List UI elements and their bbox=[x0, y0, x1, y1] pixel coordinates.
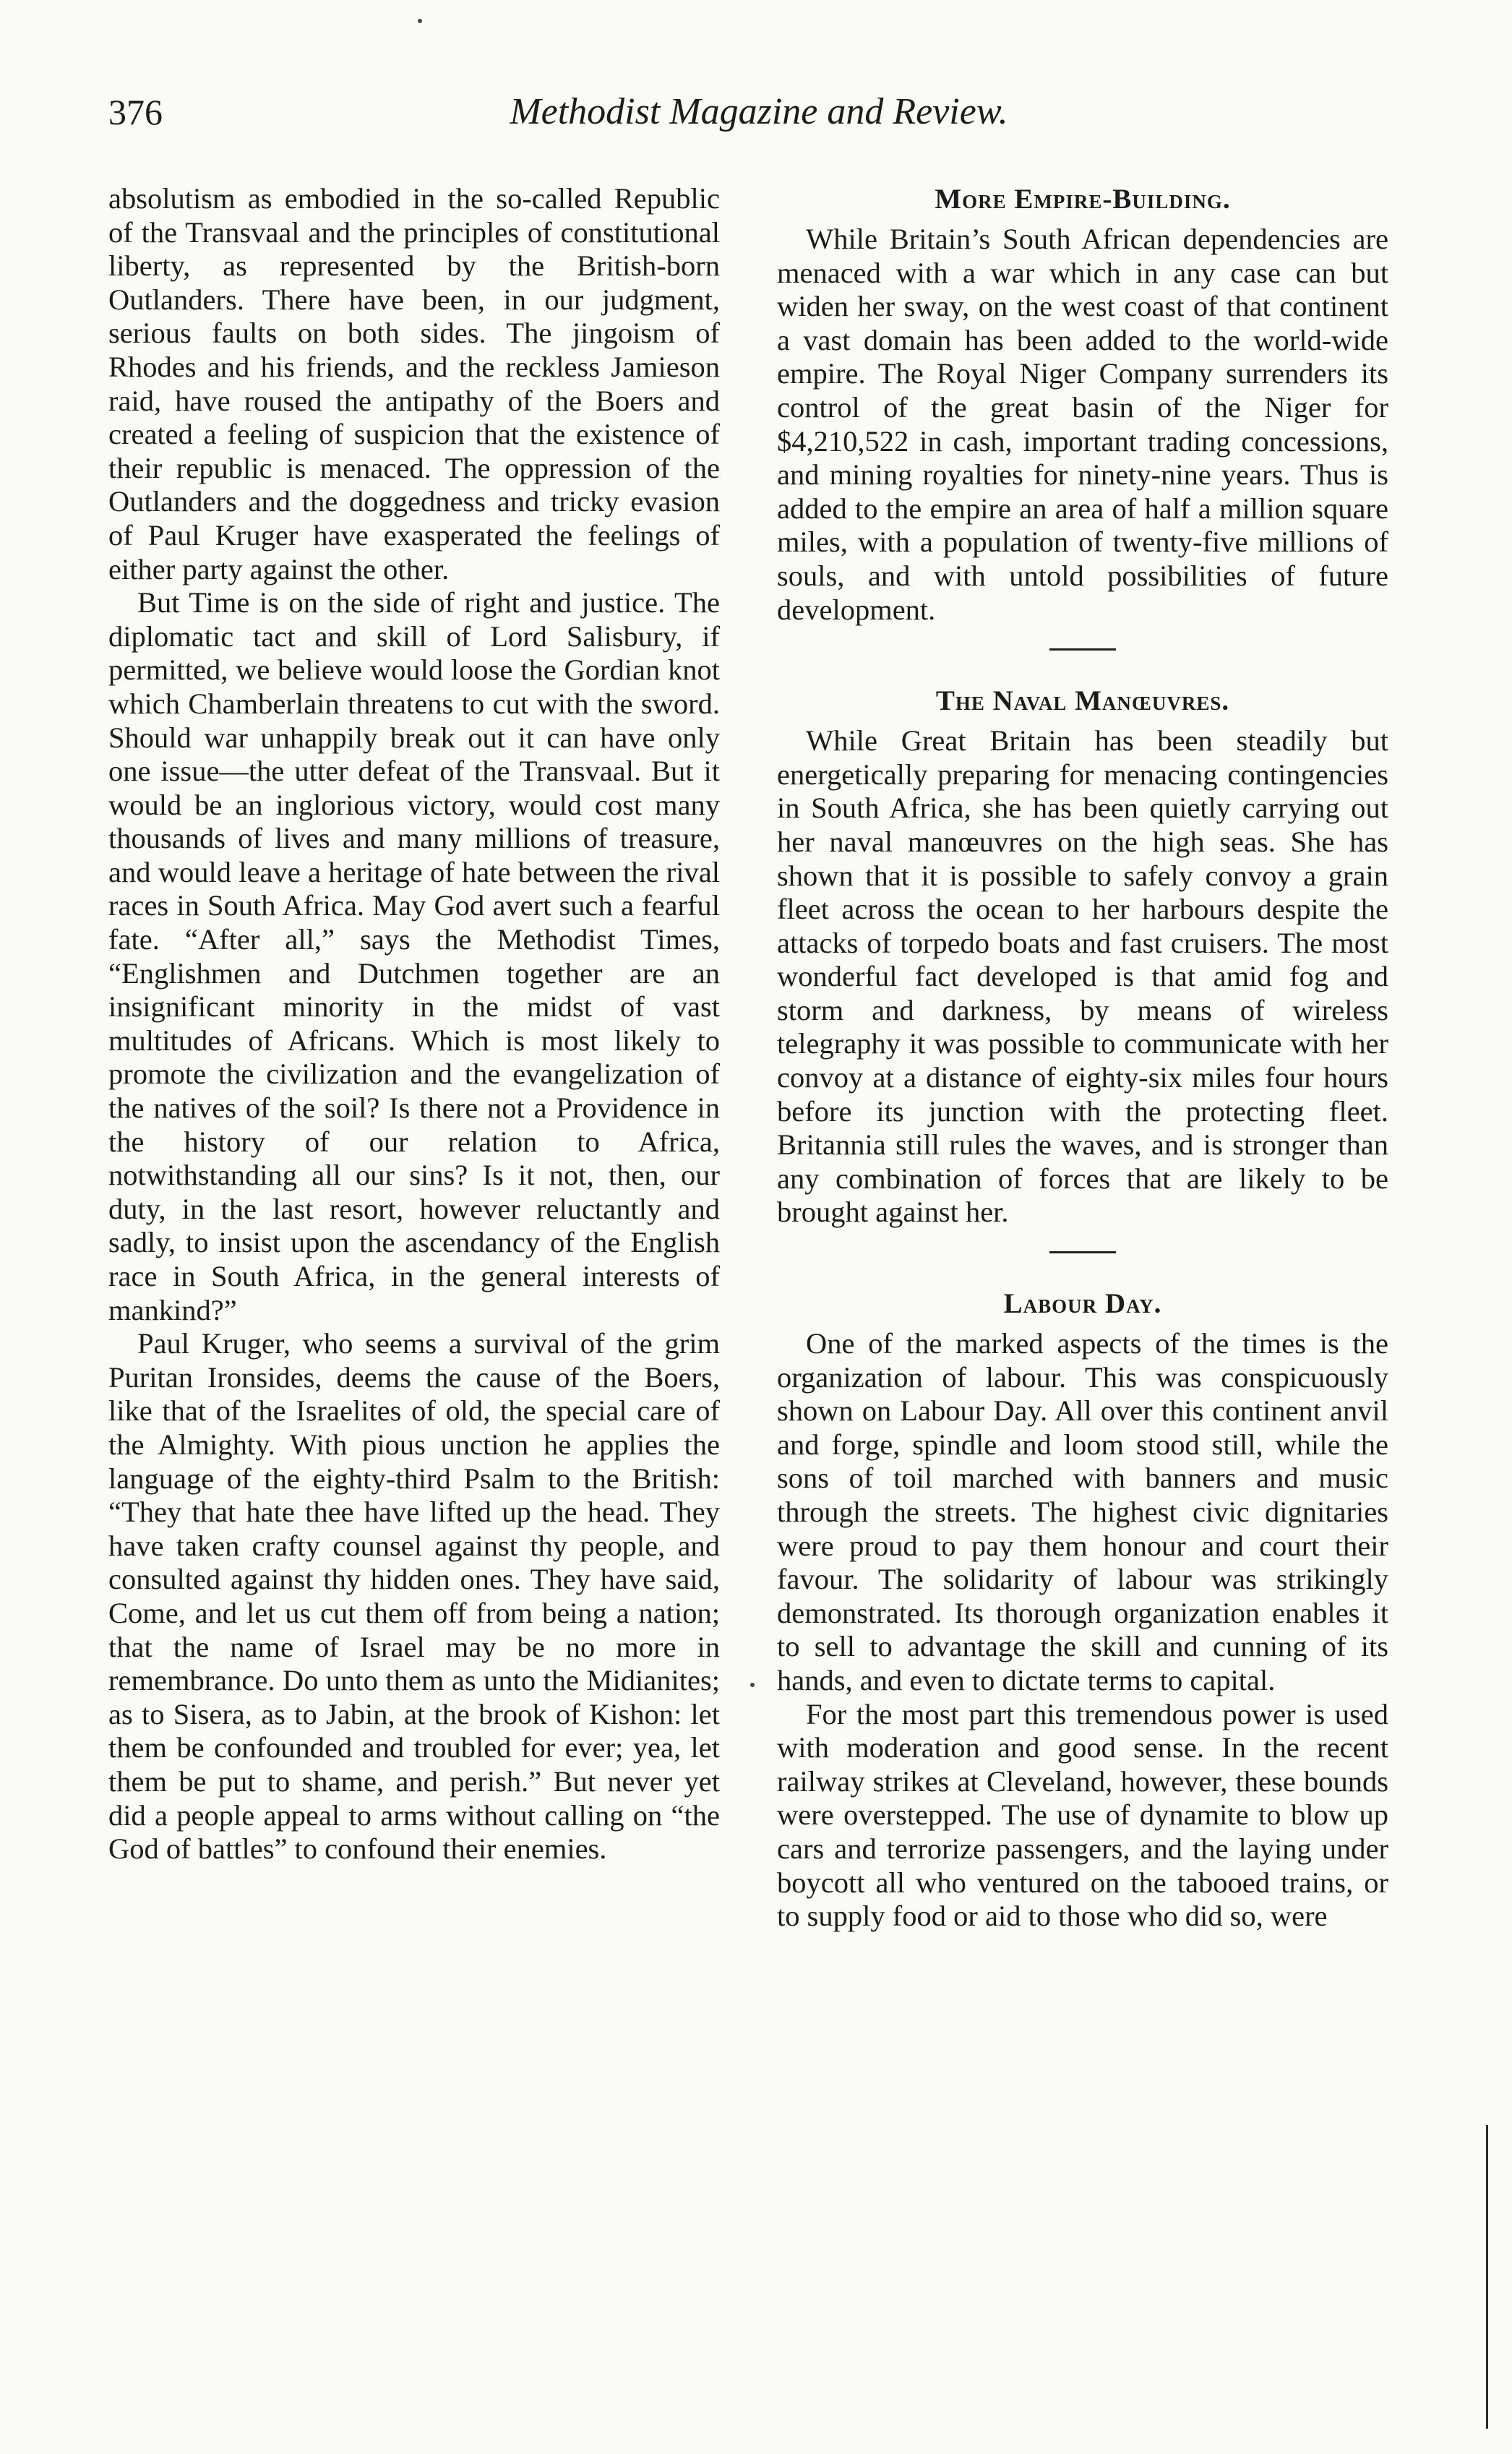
page-number: 376 bbox=[108, 92, 163, 132]
running-title: Methodist Magazine and Review. bbox=[510, 91, 1008, 132]
speck bbox=[750, 1683, 755, 1687]
left-column bbox=[108, 182, 720, 1866]
section-divider bbox=[1049, 648, 1116, 651]
paragraph: But Time is on the side of right and justice. The diplomatic tact and skill of Lord Salisbury, if permitted, we believe would loose the Gordian knot which Chamberlain threatens to cut with the sword. Should war unhappily break out it can have only one issue—the utter defeat of the Transvaal. But it would be an inglorious victory, would cost many thousands of lives and many millions of treasure, and would leave a heritage of hate between the rival races in South Africa. May God avert such a fearful fate. “After all,” says the Methodist Times, “Englishmen and Dutchmen together are an insignificant minority in the midst of vast multitudes of Africans. Which is most likely to promote the civilization and the evangelization of the natives of the soil? Is there not a Providence in the history of our relation to Africa, notwithstanding all our sins? Is it not, then, our duty, in the last resort, however reluctantly and sadly, to insist upon the ascendancy of the English race in South Africa, in the general interests of mankind?” bbox=[108, 586, 720, 1326]
margin-line bbox=[1486, 2125, 1488, 2429]
paragraph: While Great Britain has been steadily but energetically preparing for menacing contingencies in South Africa, she has been quietly carrying out her naval manœuvres on the high seas. She has shown that it is possible to safely convoy a grain fleet across the ocean to her harbours despite the attacks of torpedo boats and fast cruisers. The most wonderful fact developed is that amid fog and storm and darkness, by means of wireless telegraphy it was possible to communicate with her convoy at a distance of eighty-six miles four hours before its junction with the protecting fleet. Britannia still rules the waves, and is stronger than any combination of forces that are likely to be brought against her. bbox=[777, 724, 1388, 1229]
section-heading: More Empire-Building. bbox=[935, 184, 1231, 215]
paragraph: One of the marked aspects of the times is the organization of labour. This was conspicuously shown on Labour Day. All over this continent anvil and forge, spindle and loom stood still, while the sons of toil marched with banners and music through the streets. The highest civic dignitaries were proud to pay them honour and court their favour. The solidarity of labour was strikingly demonstrated. Its thorough organization enables it to sell to advantage the skill and cunning of its hands, and even to dictate terms to capital. bbox=[777, 1327, 1388, 1696]
speck bbox=[418, 19, 422, 23]
right-column bbox=[777, 182, 1388, 1934]
paragraph: For the most part this tremendous power is used with moderation and good sense. In the recent railway strikes at Cleveland, however, these bounds were overstepped. The use of dynamite to blow up cars and terrorize passengers, and the laying under boycott all who ventured on the tabooed trains, or to supply food or aid to those who did so, were bbox=[777, 1697, 1388, 1933]
section-heading: Labour Day. bbox=[1003, 1288, 1162, 1320]
paragraph: While Britain’s South African dependencies are menaced with a war which in any case can but widen her sway, on the west coast of that continent a vast domain has been added to the world-wide empire. The Royal Niger Company surrenders its control of the great basin of the Niger for $4,210,522 in cash, important trading concessions, and mining royalties for ninety-nine years. Thus is added to the empire an area of half a million square miles, with a population of twenty-five millions of souls, and with untold possibilities of future development. bbox=[777, 223, 1388, 626]
section-divider bbox=[1049, 1251, 1116, 1253]
paragraph: Paul Kruger, who seems a survival of the grim Puritan Ironsides, deems the cause of the Boers, like that of the Israelites of old, the special care of the Almighty. With pious unction he applies the language of the eighty-third Psalm to the British: “They that hate thee have lifted up the head. They have taken crafty counsel against thy people, and consulted against thy hidden ones. They have said, Come, and let us cut them off from being a nation; that the name of Israel may be no more in remembrance. Do unto them as unto the Midianites; as to Sisera, as to Jabin, at the brook of Kishon: let them be confounded and troubled for ever; yea, let them be put to shame, and perish.” But never yet did a people appeal to arms without calling on “the God of battles” to confound their enemies. bbox=[108, 1327, 720, 1866]
paragraph: absolutism as embodied in the so-called Republic of the Transvaal and the principles of constitutional liberty, as represented by the British-born Outlanders. There have been, in our judgment, serious faults on both sides. The jingoism of Rhodes and his friends, and the reckless Jamieson raid, have roused the antipathy of the Boers and created a feeling of suspicion that the existence of their republic is menaced. The oppression of the Outlanders and the doggedness and tricky evasion of Paul Kruger have exasperated the feelings of either party against the other. bbox=[108, 182, 720, 585]
section-heading: The Naval Manœuvres. bbox=[935, 685, 1230, 717]
page-header bbox=[108, 87, 1409, 145]
